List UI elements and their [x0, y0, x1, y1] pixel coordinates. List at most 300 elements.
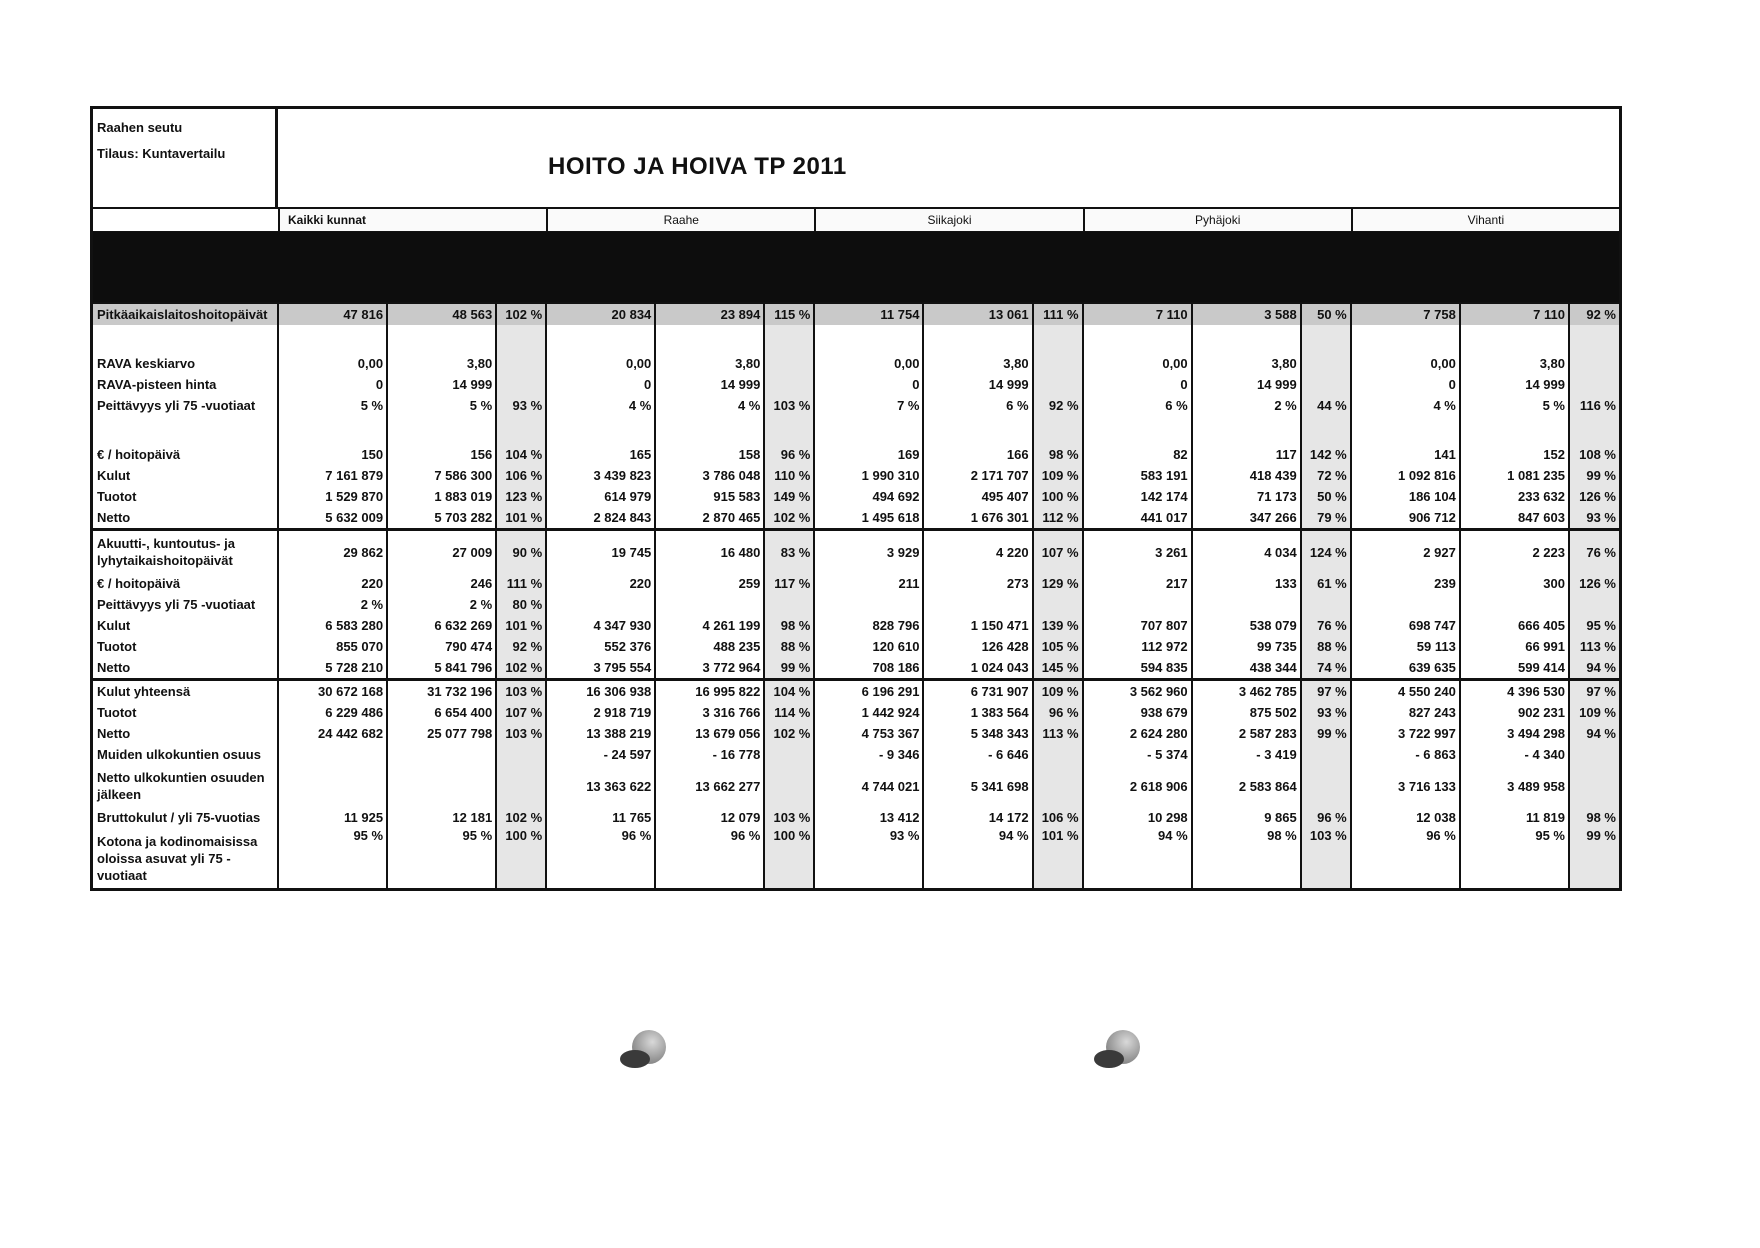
table-cell: 94 %: [923, 828, 1032, 888]
table-cell: [1301, 765, 1351, 807]
table-cell: 123 %: [496, 486, 546, 507]
data-table: [93, 304, 1619, 888]
table-row: [93, 507, 1619, 530]
table-row: [93, 744, 1619, 765]
table-cell: 220: [278, 573, 387, 594]
table-cell: 95 %: [1460, 828, 1569, 888]
table-cell: 102 %: [764, 723, 814, 744]
table-body: [93, 304, 1619, 888]
table-cell: 495 407: [923, 486, 1032, 507]
table-cell: 4 550 240: [1351, 680, 1460, 703]
table-cell: 88 %: [1301, 636, 1351, 657]
table-cell: 1 081 235: [1460, 465, 1569, 486]
table-cell: [814, 594, 923, 615]
table-cell: 106 %: [496, 465, 546, 486]
row-label: Kotona ja kodinomaisissa oloissa asuvat yli 75 -vuotiaat: [97, 833, 258, 883]
table-cell: [1569, 416, 1619, 444]
table-cell: 3 786 048: [655, 465, 764, 486]
table-cell: 16 480: [655, 530, 764, 574]
table-cell: 1 883 019: [387, 486, 496, 507]
table-cell: 0,00: [1351, 353, 1460, 374]
table-cell: [1351, 594, 1460, 615]
table-cell: 6 632 269: [387, 615, 496, 636]
table-cell: [1192, 325, 1301, 353]
table-cell: 139 %: [1033, 615, 1083, 636]
page-title: HOITO JA HOIVA TP 2011: [548, 153, 847, 180]
table-row: [93, 723, 1619, 744]
table-cell: [1301, 744, 1351, 765]
table-cell: 828 796: [814, 615, 923, 636]
table-cell: [814, 325, 923, 353]
table-cell: 149 %: [764, 486, 814, 507]
report-header: [93, 109, 1619, 209]
table-cell: 98 %: [764, 615, 814, 636]
row-label: Tuotot: [97, 639, 137, 654]
table-cell: [764, 374, 814, 395]
row-label: Peittävyys yli 75 -vuotiaat: [97, 597, 256, 612]
table-cell: 156: [387, 444, 496, 465]
table-row: [93, 374, 1619, 395]
table-cell: 2 927: [1351, 530, 1460, 574]
table-cell: 2 %: [1192, 395, 1301, 416]
table-cell: 104 %: [764, 680, 814, 703]
table-cell: 4 %: [655, 395, 764, 416]
table-cell: [387, 744, 496, 765]
table-cell: 71 173: [1192, 486, 1301, 507]
table-cell: 5 341 698: [923, 765, 1032, 807]
table-row: [93, 636, 1619, 657]
table-row: [93, 353, 1619, 374]
table-cell: 217: [1083, 573, 1192, 594]
table-cell: 47 816: [278, 304, 387, 325]
row-label: [93, 325, 278, 353]
table-cell: 6 %: [1083, 395, 1192, 416]
table-cell: 13 679 056: [655, 723, 764, 744]
table-cell: 103 %: [764, 395, 814, 416]
municipality-pyhajoki: Pyhäjoki: [1083, 209, 1351, 231]
table-cell: 14 999: [655, 374, 764, 395]
table-cell: 938 679: [1083, 702, 1192, 723]
table-cell: 88 %: [764, 636, 814, 657]
table-cell: 23 894: [655, 304, 764, 325]
table-cell: 92 %: [1033, 395, 1083, 416]
table-cell: [546, 594, 655, 615]
table-cell: 96 %: [546, 828, 655, 888]
table-cell: 1 442 924: [814, 702, 923, 723]
row-label: Tuotot: [97, 489, 137, 504]
row-label: Pitkäaikaislaitoshoitopäivät: [93, 304, 278, 325]
table-cell: [1569, 594, 1619, 615]
table-cell: 4 347 930: [546, 615, 655, 636]
table-cell: 95 %: [387, 828, 496, 888]
table-cell: [1192, 594, 1301, 615]
row-label: Peittävyys yli 75 -vuotiaat: [97, 398, 256, 413]
table-cell: [278, 325, 387, 353]
table-cell: 4 %: [1351, 395, 1460, 416]
table-cell: 76 %: [1301, 615, 1351, 636]
table-cell: 10 298: [1083, 807, 1192, 828]
table-cell: 3 716 133: [1351, 765, 1460, 807]
table-cell: 5 %: [1460, 395, 1569, 416]
table-cell: 3 772 964: [655, 657, 764, 680]
table-cell: [496, 374, 546, 395]
table-cell: [923, 416, 1032, 444]
table-cell: 0: [1083, 374, 1192, 395]
table-cell: 124 %: [1301, 530, 1351, 574]
table-cell: 48 563: [387, 304, 496, 325]
table-row: [93, 444, 1619, 465]
table-cell: 92 %: [1569, 304, 1619, 325]
table-cell: 93 %: [496, 395, 546, 416]
table-cell: 129 %: [1033, 573, 1083, 594]
table-cell: 101 %: [496, 507, 546, 530]
table-cell: 44 %: [1301, 395, 1351, 416]
table-cell: 1 990 310: [814, 465, 923, 486]
table-cell: 94 %: [1083, 828, 1192, 888]
table-row: [93, 530, 1619, 574]
table-cell: 4 744 021: [814, 765, 923, 807]
table-cell: 14 999: [1460, 374, 1569, 395]
table-cell: 101 %: [1033, 828, 1083, 888]
table-cell: 100 %: [1033, 486, 1083, 507]
table-cell: 142 174: [1083, 486, 1192, 507]
table-cell: [387, 765, 496, 807]
table-cell: 494 692: [814, 486, 923, 507]
report-sheet: [90, 106, 1622, 891]
table-row: [93, 325, 1619, 353]
municipality-siikajoki: Siikajoki: [814, 209, 1082, 231]
table-cell: 97 %: [1301, 680, 1351, 703]
table-cell: 50 %: [1301, 304, 1351, 325]
table-cell: [1569, 374, 1619, 395]
table-cell: 158: [655, 444, 764, 465]
table-cell: 102 %: [496, 657, 546, 680]
table-cell: 108 %: [1569, 444, 1619, 465]
municipality-raahe: Raahe: [546, 209, 814, 231]
table-cell: 6 731 907: [923, 680, 1032, 703]
table-cell: 11 754: [814, 304, 923, 325]
column-header-band: [93, 232, 1619, 304]
table-cell: 300: [1460, 573, 1569, 594]
table-cell: 29 862: [278, 530, 387, 574]
table-row: [93, 657, 1619, 680]
table-cell: 115 %: [764, 304, 814, 325]
table-cell: 102 %: [496, 807, 546, 828]
table-cell: 80 %: [496, 594, 546, 615]
table-cell: 5 %: [387, 395, 496, 416]
table-cell: 7 758: [1351, 304, 1460, 325]
table-cell: 165: [546, 444, 655, 465]
table-cell: [764, 353, 814, 374]
table-cell: 3,80: [387, 353, 496, 374]
table-cell: 538 079: [1192, 615, 1301, 636]
row-label: Muiden ulkokuntien osuus: [97, 747, 261, 762]
table-cell: [1083, 416, 1192, 444]
row-label: € / hoitopäivä: [97, 447, 181, 462]
table-cell: 109 %: [1033, 680, 1083, 703]
row-label: Akuutti-, kuntoutus- ja lyhytaikaishoitopäivät: [93, 530, 278, 574]
table-cell: 107 %: [496, 702, 546, 723]
table-cell: 13 363 622: [546, 765, 655, 807]
table-cell: 103 %: [496, 680, 546, 703]
table-cell: 117: [1192, 444, 1301, 465]
table-cell: 2 %: [278, 594, 387, 615]
table-row: [93, 304, 1619, 325]
table-cell: 5 703 282: [387, 507, 496, 530]
table-cell: 126 428: [923, 636, 1032, 657]
table-cell: 3 261: [1083, 530, 1192, 574]
table-cell: 3 462 785: [1192, 680, 1301, 703]
org-box: [93, 109, 278, 207]
table-cell: 0,00: [814, 353, 923, 374]
table-cell: 7 161 879: [278, 465, 387, 486]
table-cell: - 4 340: [1460, 744, 1569, 765]
table-cell: [1351, 416, 1460, 444]
table-cell: 5 728 210: [278, 657, 387, 680]
table-cell: 552 376: [546, 636, 655, 657]
table-cell: 0: [278, 374, 387, 395]
table-cell: 0: [1351, 374, 1460, 395]
table-cell: 698 747: [1351, 615, 1460, 636]
table-cell: 14 999: [923, 374, 1032, 395]
table-row: [93, 486, 1619, 507]
table-cell: 96 %: [1351, 828, 1460, 888]
table-cell: 13 662 277: [655, 765, 764, 807]
table-cell: [496, 416, 546, 444]
table-cell: 441 017: [1083, 507, 1192, 530]
table-cell: 259: [655, 573, 764, 594]
table-cell: 3 795 554: [546, 657, 655, 680]
table-cell: 2 624 280: [1083, 723, 1192, 744]
table-cell: 72 %: [1301, 465, 1351, 486]
table-cell: [1569, 765, 1619, 807]
table-row: [93, 765, 1619, 807]
table-cell: [1460, 325, 1569, 353]
table-cell: [1192, 416, 1301, 444]
table-row: [93, 702, 1619, 723]
table-cell: 103 %: [764, 807, 814, 828]
table-cell: [764, 325, 814, 353]
table-cell: 20 834: [546, 304, 655, 325]
table-cell: 2 223: [1460, 530, 1569, 574]
table-cell: [764, 416, 814, 444]
table-cell: 0,00: [546, 353, 655, 374]
table-cell: [546, 325, 655, 353]
table-cell: - 5 374: [1083, 744, 1192, 765]
table-cell: 902 231: [1460, 702, 1569, 723]
table-cell: 141: [1351, 444, 1460, 465]
table-cell: [496, 353, 546, 374]
table-cell: 583 191: [1083, 465, 1192, 486]
table-cell: - 16 778: [655, 744, 764, 765]
table-cell: 3 316 766: [655, 702, 764, 723]
table-cell: 133: [1192, 573, 1301, 594]
table-cell: [1301, 416, 1351, 444]
table-cell: [764, 765, 814, 807]
table-cell: - 6 646: [923, 744, 1032, 765]
table-cell: 6 229 486: [278, 702, 387, 723]
table-cell: 6 583 280: [278, 615, 387, 636]
table-cell: 61 %: [1301, 573, 1351, 594]
table-cell: [1033, 325, 1083, 353]
table-cell: 666 405: [1460, 615, 1569, 636]
table-cell: 5 %: [278, 395, 387, 416]
table-cell: [278, 416, 387, 444]
table-cell: 3,80: [1460, 353, 1569, 374]
table-cell: [923, 325, 1032, 353]
table-cell: - 9 346: [814, 744, 923, 765]
table-cell: 4 220: [923, 530, 1032, 574]
table-cell: 99 735: [1192, 636, 1301, 657]
table-cell: 109 %: [1033, 465, 1083, 486]
table-cell: 107 %: [1033, 530, 1083, 574]
table-cell: 25 077 798: [387, 723, 496, 744]
table-cell: 186 104: [1351, 486, 1460, 507]
row-label: Netto ulkokuntien osuuden jälkeen: [97, 770, 265, 802]
table-cell: 6 654 400: [387, 702, 496, 723]
table-cell: 96 %: [764, 444, 814, 465]
table-cell: [1083, 325, 1192, 353]
row-label: Netto: [97, 660, 131, 675]
table-cell: 7 110: [1460, 304, 1569, 325]
table-cell: 13 388 219: [546, 723, 655, 744]
row-label: Kulut: [97, 618, 131, 633]
table-cell: [278, 765, 387, 807]
table-cell: [1301, 353, 1351, 374]
table-cell: 1 676 301: [923, 507, 1032, 530]
table-cell: 273: [923, 573, 1032, 594]
table-row: [93, 828, 1619, 888]
table-cell: 152: [1460, 444, 1569, 465]
table-cell: [1351, 325, 1460, 353]
row-label: Netto: [97, 726, 131, 741]
table-cell: 708 186: [814, 657, 923, 680]
table-cell: 9 865: [1192, 807, 1301, 828]
table-cell: [546, 416, 655, 444]
table-cell: 109 %: [1569, 702, 1619, 723]
table-cell: 95 %: [1569, 615, 1619, 636]
table-cell: 95 %: [278, 828, 387, 888]
table-cell: [496, 765, 546, 807]
table-row: [93, 395, 1619, 416]
table-cell: 126 %: [1569, 573, 1619, 594]
order-label: Tilaus: Kuntavertailu: [97, 146, 226, 161]
table-cell: 1 383 564: [923, 702, 1032, 723]
table-cell: [655, 594, 764, 615]
table-cell: 96 %: [1033, 702, 1083, 723]
table-cell: 2 618 906: [1083, 765, 1192, 807]
table-cell: 30 672 168: [278, 680, 387, 703]
table-cell: 6 196 291: [814, 680, 923, 703]
table-cell: 3 722 997: [1351, 723, 1460, 744]
table-cell: 488 235: [655, 636, 764, 657]
municipality-all: Kaikki kunnat: [278, 209, 546, 231]
table-cell: [1460, 416, 1569, 444]
table-cell: 103 %: [1301, 828, 1351, 888]
table-cell: 7 %: [814, 395, 923, 416]
table-cell: [1033, 744, 1083, 765]
municipality-header: [93, 209, 1619, 232]
table-cell: 3 439 823: [546, 465, 655, 486]
table-cell: [1569, 744, 1619, 765]
row-label: Kulut: [97, 468, 131, 483]
table-cell: 2 583 864: [1192, 765, 1301, 807]
table-cell: 59 113: [1351, 636, 1460, 657]
table-cell: 13 061: [923, 304, 1032, 325]
table-cell: 13 412: [814, 807, 923, 828]
table-cell: 12 079: [655, 807, 764, 828]
table-cell: 96 %: [655, 828, 764, 888]
table-cell: 93 %: [1301, 702, 1351, 723]
table-cell: 112 %: [1033, 507, 1083, 530]
table-cell: [1033, 416, 1083, 444]
table-cell: [1301, 325, 1351, 353]
table-cell: 4 396 530: [1460, 680, 1569, 703]
table-cell: 82: [1083, 444, 1192, 465]
table-cell: [1033, 353, 1083, 374]
table-cell: 93 %: [814, 828, 923, 888]
table-cell: 117 %: [764, 573, 814, 594]
table-cell: 906 712: [1351, 507, 1460, 530]
table-cell: 347 266: [1192, 507, 1301, 530]
table-cell: 855 070: [278, 636, 387, 657]
table-cell: 847 603: [1460, 507, 1569, 530]
table-cell: 94 %: [1569, 723, 1619, 744]
table-cell: 875 502: [1192, 702, 1301, 723]
table-cell: 599 414: [1460, 657, 1569, 680]
table-cell: 96 %: [1301, 807, 1351, 828]
table-cell: [655, 416, 764, 444]
table-cell: 150: [278, 444, 387, 465]
table-cell: 3,80: [923, 353, 1032, 374]
table-cell: - 3 419: [1192, 744, 1301, 765]
table-cell: 3 494 298: [1460, 723, 1569, 744]
table-cell: [1301, 374, 1351, 395]
table-cell: 111 %: [496, 573, 546, 594]
table-cell: 116 %: [1569, 395, 1619, 416]
table-cell: 4 753 367: [814, 723, 923, 744]
table-cell: 7 586 300: [387, 465, 496, 486]
table-cell: 11 819: [1460, 807, 1569, 828]
org-name: Raahen seutu: [97, 120, 183, 135]
table-cell: 169: [814, 444, 923, 465]
row-label: RAVA keskiarvo: [97, 356, 196, 371]
table-cell: [655, 325, 764, 353]
table-cell: 101 %: [496, 615, 546, 636]
table-cell: 166: [923, 444, 1032, 465]
table-cell: 6 %: [923, 395, 1032, 416]
table-cell: 211: [814, 573, 923, 594]
table-cell: 31 732 196: [387, 680, 496, 703]
table-cell: 3 588: [1192, 304, 1301, 325]
table-cell: - 6 863: [1351, 744, 1460, 765]
table-cell: 239: [1351, 573, 1460, 594]
table-cell: [1569, 325, 1619, 353]
table-cell: 1 092 816: [1351, 465, 1460, 486]
table-cell: [1033, 765, 1083, 807]
table-row: [93, 807, 1619, 828]
table-cell: 79 %: [1301, 507, 1351, 530]
table-cell: 142 %: [1301, 444, 1351, 465]
table-cell: 418 439: [1192, 465, 1301, 486]
table-cell: 94 %: [1569, 657, 1619, 680]
table-cell: 126 %: [1569, 486, 1619, 507]
table-cell: 50 %: [1301, 486, 1351, 507]
table-cell: 0,00: [1083, 353, 1192, 374]
table-cell: 3 929: [814, 530, 923, 574]
table-cell: 98 %: [1033, 444, 1083, 465]
table-cell: 105 %: [1033, 636, 1083, 657]
